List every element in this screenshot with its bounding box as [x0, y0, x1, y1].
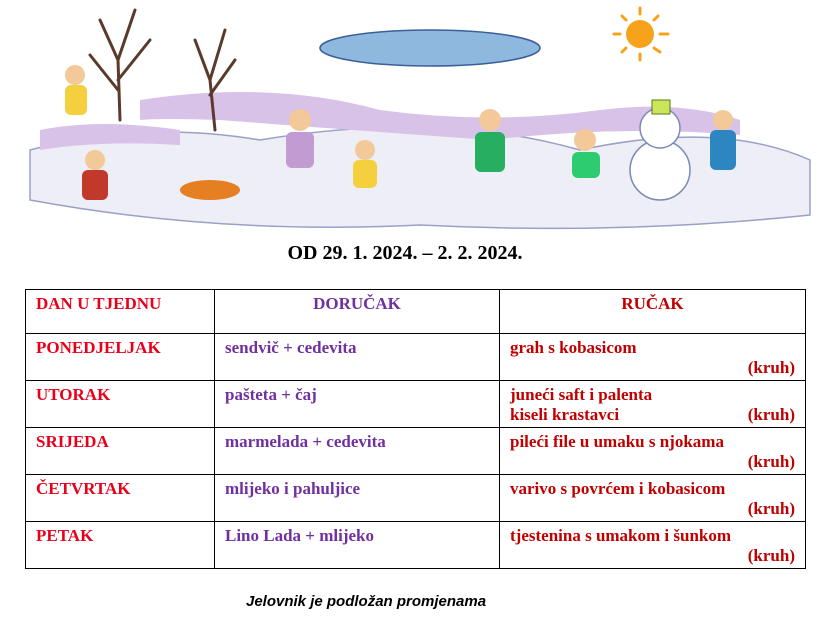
breakfast-cell: Lino Lada + mlijeko — [215, 522, 500, 569]
day-cell: SRIJEDA — [26, 428, 215, 475]
menu-table — [25, 289, 806, 569]
lunch-cell — [500, 428, 806, 475]
lunch-line: varivo s povrćem i kobasicom — [510, 479, 726, 498]
breakfast-cell: mlijeko i pahuljice — [215, 475, 500, 522]
lunch-line: kiseli krastavci — [510, 405, 620, 424]
day-cell: UTORAK — [26, 381, 215, 428]
table-row — [26, 522, 806, 569]
lunch-cell — [500, 475, 806, 522]
bread-note: (kruh) — [747, 499, 795, 518]
lunch-cell — [500, 334, 806, 381]
lunch-line: juneći saft i palenta — [510, 385, 653, 404]
disclaimer-note: Jelovnik je podložan promjenama — [246, 593, 487, 610]
lunch-cell — [500, 381, 806, 428]
lunch-line-with-bread — [510, 405, 795, 425]
table-header-row — [26, 290, 806, 334]
lunch-cell — [500, 522, 806, 569]
header-lunch: RUČAK — [500, 290, 806, 334]
bread-note: (kruh) — [747, 546, 795, 565]
table-row — [26, 475, 806, 522]
lunch-line: grah s kobasicom — [510, 338, 637, 357]
header-day: DAN U TJEDNU — [26, 290, 215, 334]
breakfast-cell: marmelada + cedevita — [215, 428, 500, 475]
table-row — [26, 381, 806, 428]
breakfast-cell: pašteta + čaj — [215, 381, 500, 428]
winter-illustration — [20, 0, 820, 240]
lunch-line: pileći file u umaku s njokama — [510, 432, 724, 451]
header-breakfast: DORUČAK — [215, 290, 500, 334]
table-row — [26, 334, 806, 381]
bread-note: (kruh) — [747, 452, 795, 471]
sun-icon — [614, 8, 668, 60]
breakfast-cell: sendvič + cedevita — [215, 334, 500, 381]
lunch-line: tjestenina s umakom i šunkom — [510, 526, 732, 545]
bread-note: (kruh) — [747, 405, 795, 424]
snow-ground-icon — [30, 92, 810, 228]
date-range: OD 29. 1. 2024. – 2. 2. 2024. — [287, 242, 523, 264]
bread-note: (kruh) — [747, 358, 795, 377]
day-cell: ČETVRTAK — [26, 475, 215, 522]
pond-icon — [320, 30, 540, 66]
table-row — [26, 428, 806, 475]
day-cell: PETAK — [26, 522, 215, 569]
day-cell: PONEDJELJAK — [26, 334, 215, 381]
